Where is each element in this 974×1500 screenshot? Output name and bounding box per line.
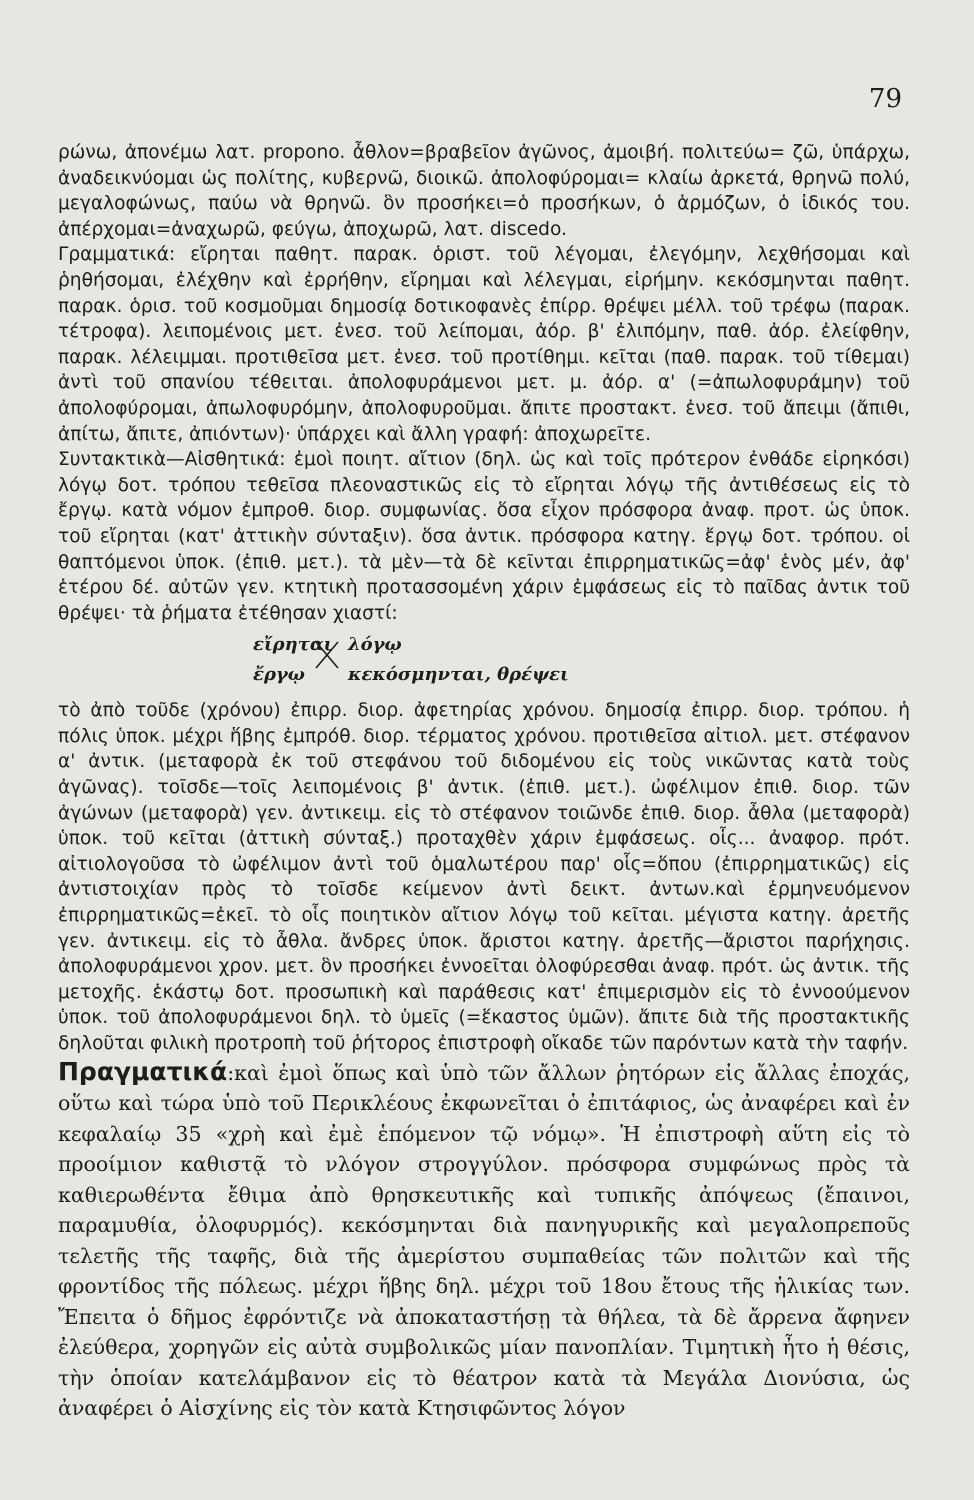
pragmatika-heading: Πραγματικά (58, 1056, 228, 1086)
chiasmus-bottom-right: κεκόσμηνται, θρέψει (348, 664, 569, 686)
chiasmus-cross-icon (314, 640, 340, 670)
chiasmus-top-left: εἴρηται (253, 634, 333, 656)
vocabulary-paragraph: ρώνω, ἀπονέμω λατ. propono. ἆθλον=βραβεῖον ἀγῶνος, ἀμοιβή. πολιτεύω= ζῶ, ὑπάρχω, ἀναδεικνύομαι ὡς πολίτης, κυβερνῶ, διοικῶ. ἀπολοφύρομαι= κλαίω ἀρκετά, θρηνῶ πολύ, μεγαλοφώνως, παύω νὰ θρηνῶ. ὃν προσήκει=ὁ προσήκων, ὁ ἁρμόζων, ὁ ἰδικός του. ἀπέρχομαι=ἀναχωρῶ, φεύγω, ἀποχωρῶ, λατ. discedo. (58, 142, 910, 240)
commentary-body (58, 140, 910, 1424)
grammar-paragraph: Γραμματικά: εἴρηται παθητ. παρακ. ὁριστ. τοῦ λέγομαι, ἐλεγόμην, λεχθήσομαι καὶ ῥηθήσομαι, ἐλέχθην καὶ ἐρρήθην, εἴρημαι καὶ λέλεγμαι, εἰρήμην. κεκόσμηνται παθητ. παρακ. ὁρισ. τοῦ κοσμοῦμαι δημοσίᾳ δοτικοφανὲς ἐπίρρ. θρέψει μέλλ. τοῦ τρέφω (παρακ. τέτροφα). λειπομένοις μετ. ἐνεσ. τοῦ λείπομαι, ἀόρ. β' ἐλιπόμην, παθ. ἀόρ. ἐλείφθην, παρακ. λέλειμμαι. προτιθεῖσα μετ. ἐνεσ. τοῦ προτίθημι. κεῖται (παθ. παρακ. τοῦ τίθεμαι) ἀντὶ τοῦ σπανίου τέθειται. ἀπολοφυράμενοι μετ. μ. ἀόρ. α' (=ἀπωλοφυράμην) τοῦ ἀπολοφύρομαι, ἀπωλοφυρόμην, ἀπολοφυροῦμαι. ἄπιτε προστακτ. ἐνεσ. τοῦ ἄπειμι (ἄπιθι, ἀπίτω, ἄπιτε, ἀπιόντων)· ὑπάρχει καὶ ἄλλη γραφή: ἀποχωρεῖτε. (58, 244, 910, 445)
pragmatika-text: :καὶ ἐμοὶ ὅπως καὶ ὑπὸ τῶν ἄλλων ῥητόρων εἰς ἄλλας ἐποχάς, οὕτω καὶ τώρα ὑπὸ τοῦ Περικλέους ἐκφωνεῖται ὁ ἐπιτάφιος, ὡς ἀναφέρει καὶ ἐν κεφαλαίῳ 35 «χρὴ καὶ ἐμὲ ἑπόμενον τῷ νόμῳ». Ἡ ἐπιστροφὴ αὕτη εἰς τὸ προοίμιον καθιστᾷ τὸ νλόγον στρογγύλον. πρόσφορα συμφώνως πρὸς τὰ καθιερωθέντα ἔθιμα ἀπὸ θρησκευτικῆς καὶ τυπικῆς ἀπόψεως (ἔπαινοι, παραμυθία, ὀλοφυρμός). κεκόσμηνται διὰ πανηγυρικῆς καὶ μεγαλοπρεποῦς τελετῆς τῆς ταφῆς, διὰ τῆς ἀμερίστου συμπαθείας τῶν πολιτῶν καὶ τῆς φροντίδος τῆς πόλεως. μέχρι ἥβης δηλ. μέχρι τοῦ 18ου ἔτους τῆς ἡλικίας των. Ἔπειτα ὁ δῆμος ἐφρόντιζε νὰ ἀποκαταστήσῃ τὰ θήλεα, τὰ δὲ ἄρρενα ἄφηνεν ἐλεύθερα, χορηγῶν εἰς αὐτὰ συμβολικῶς μίαν πανοπλίαν. Τιμητικὴ ἦτο ἡ θέσις, τὴν ὁποίαν κατελάμβανον εἰς τὸ θέατρον κατὰ τὰ Μεγάλα Διονύσια, ὡς ἀναφέρει ὁ Αἰσχίνης εἰς τὸν κατὰ Κτησιφῶντος λόγον (58, 1060, 910, 1421)
syntax-continued-paragraph: τὸ ἀπὸ τοῦδε (χρόνου) ἐπιρρ. διορ. ἀφετηρίας χρόνου. δημοσίᾳ ἐπιρρ. διορ. τρόπου. ἡ πόλις ὑποκ. μέχρι ἥβης ἐμπρόθ. διορ. τέρματος χρόνου. προτιθεῖσα αἰτιολ. μετ. στέφανον α' ἀντικ. (μεταφορὰ ἐκ τοῦ στεφάνου τοῦ διδομένου εἰς τοὺς νικῶντας κατὰ τοὺς ἀγῶνας). τοῖσδε—τοῖς λειπομένοις β' ἀντικ. (ἐπιθ. μετ.). ὠφέλιμον ἐπιθ. διορ. τῶν ἀγώνων (μεταφορὰ) γεν. ἀντικειμ. εἰς τὸ στέφανον τοιῶνδε ἐπιθ. διορ. ἆθλα (μεταφορὰ) ὑποκ. τοῦ κεῖται (ἀττικὴ σύνταξ.) προταχθὲν χάριν ἐμφάσεως. οἷς... ἀναφορ. πρότ. αἰτιολογοῦσα τὸ ὠφέλιμον ἀντὶ τοῦ ὁμαλωτέρου παρ' οἷς=ὅπου (ἐπιρρηματικῶς) εἰς ἀντιστοιχίαν πρὸς τὸ τοῖσδε κείμενον ἀντὶ δεικτ. ἀντων.καὶ ἑρμηνευόμενον ἐπιρρηματικῶς=ἐκεῖ. τὸ οἷς ποιητικὸν αἴτιον λόγῳ τοῦ κεῖται. μέγιστα κατηγ. ἀρετῆς γεν. ἀντικειμ. εἰς τὸ ἆθλα. ἄνδρες ὑποκ. ἄριστοι κατηγ. ἀρετῆς—ἄριστοι παρήχησις. ἀπολοφυράμενοι χρον. μετ. ὃν προσήκει ἐννοεῖται ὀλοφύρεσθαι ἀναφ. πρότ. ὡς ἀντικ. τῆς μετοχῆς. ἑκάστῳ δοτ. προσωπικὴ καὶ παράθεσις κατ' ἐπιμερισμὸν εἰς τὸ ἐννοούμενον ὑποκ. τοῦ ἀπολοφυράμενοι δηλ. τὸ ὑμεῖς (=ἕκαστος ὑμῶν). ἄπιτε διὰ τῆς προστακτικῆς δηλοῦται φιλικὴ προτροπὴ τοῦ ῥήτορος ἐπιστροφὴ οἴκαδε τῶν παρόντων κατὰ τὴν ταφήν. (58, 700, 910, 1054)
commentary-continued (58, 698, 910, 1056)
page-number: 79 (868, 84, 902, 114)
chiasmus-top-right: λόγῳ (348, 634, 402, 656)
pragmatika-paragraph (58, 1057, 910, 1424)
commentary-section (58, 140, 910, 626)
chiasmus-diagram (58, 628, 910, 692)
chiasmus-bottom-left: ἔργῳ (253, 664, 305, 686)
syntax-paragraph: Συντακτικὰ—Αἰσθητικά: ἐμοὶ ποιητ. αἴτιον (δηλ. ὡς καὶ τοῖς πρότερον ἐνθάδε εἰρηκόσι) λόγῳ δοτ. τρόπου τεθεῖσα πλεοναστικῶς εἰς τὸ εἴρηται λόγῳ τῆς ἀντιθέσεως εἰς τὸ ἔργῳ. κατὰ νόμον ἐμπροθ. διορ. συμφωνίας. ὅσα εἶχον πρόσφορα ἀναφ. προτ. ὡς ὑποκ. τοῦ εἴρηται (κατ' ἀττικὴν σύνταξιν). ὅσα ἀντικ. πρόσφορα κατηγ. ἔργῳ δοτ. τρόπου. οἱ θαπτόμενοι ὑποκ. (ἐπιθ. μετ.). τὰ μὲν—τὰ δὲ κεῖνται ἐπιρρηματικῶς=ἀφ' ἑνὸς μέν, ἀφ' ἑτέρου δέ. αὐτῶν γεν. κτητικὴ προτασσομένη χάριν ἐμφάσεως εἰς τὸ παῖδας ἀντικ τοῦ θρέψει· τὰ ῥήματα ἐτέθησαν χιαστί: (58, 449, 910, 624)
